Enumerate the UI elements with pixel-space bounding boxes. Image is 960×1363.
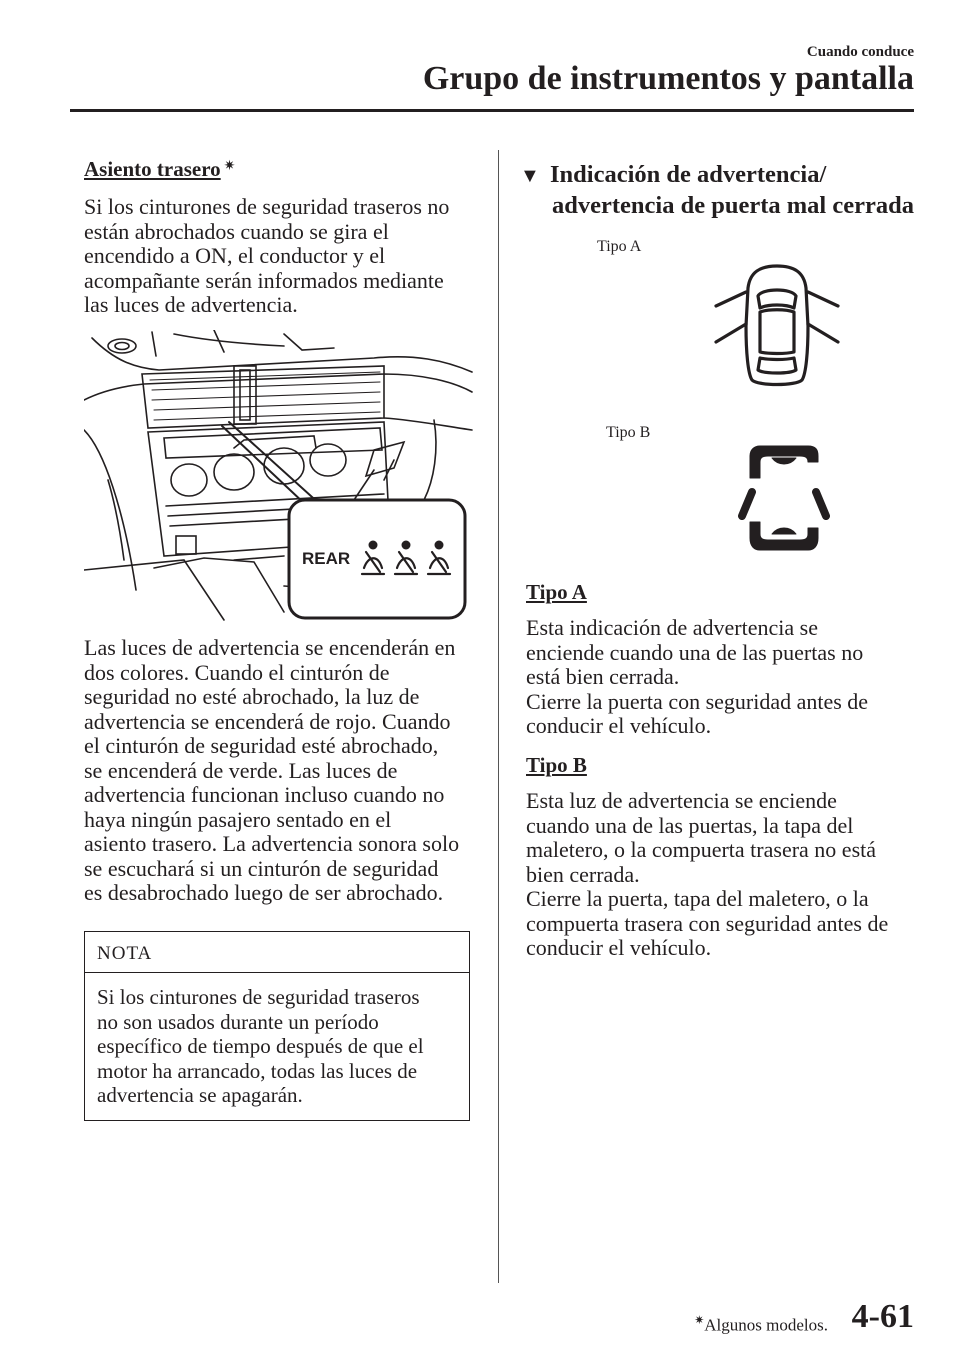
triangle-marker-icon: ▼ <box>520 165 540 187</box>
figure-b-label: Tipo B <box>606 424 651 441</box>
rear-indicator-label: REAR <box>302 549 351 568</box>
intro-paragraph: Si los cinturones de seguridad traseros no están abrochados cuando se gira el encendido a ON, el conductor y el acompañante serán informados mediante las luces de advertencia. <box>84 194 450 317</box>
header-rule <box>70 109 914 112</box>
footer-note: ✷Algunos modelos. <box>694 1313 828 1335</box>
note-heading: NOTA <box>85 932 469 973</box>
door-warning-heading: ▼ Indicación de advertencia/ advertencia de puerta mal cerrada <box>520 161 914 219</box>
page-number: 4-61 <box>851 1298 914 1335</box>
note-body: Si los cinturones de seguridad traseros no son usados durante un período específico de tiempo después de que el motor ha arrancado, todas las luces de advertencia se apagarán. <box>97 985 424 1107</box>
type-b-description: Esta luz de advertencia se enciende cuando una de las puertas, la tapa del maletero, o la compuerta trasera no está bien cerrada. Cierre la puerta, tapa del maletero, o la compuerta trasera con seguridad antes de conducir el vehículo. <box>526 788 889 960</box>
section-title: Cuando conduce <box>806 44 914 60</box>
subheading-rear-seat: Asiento trasero ✷ <box>84 157 236 181</box>
column-divider <box>498 150 499 1283</box>
door-ajar-icon <box>738 442 830 552</box>
car-door-open-icon <box>706 262 848 390</box>
type-a-heading: Tipo A <box>526 580 587 604</box>
seatbelt-description: Las luces de advertencia se encenderán en dos colores. Cuando el cinturón de seguridad no esté abrochado, la luz de advertencia se encenderá de rojo. Cuando el cinturón de seguridad esté abrochado, se encenderá de verde. Las luces de advertencia funcionan incluso cuando no haya ningún pasajero sentado en el asiento trasero. La advertencia sonora solo se escuchará si un cinturón de seguridad es desabrochado luego de ser abrochado. <box>84 635 460 905</box>
dashboard-illustration <box>84 330 474 622</box>
chapter-title: Grupo de instrumentos y pantalla <box>422 60 914 97</box>
star-icon: ✷ <box>694 1313 705 1327</box>
note-box <box>84 931 470 1121</box>
type-b-heading: Tipo B <box>526 753 587 777</box>
figure-a-label: Tipo A <box>597 238 642 255</box>
star-icon: ✷ <box>223 158 236 174</box>
type-a-description: Esta indicación de advertencia se enciende cuando una de las puertas no está bien cerrada. Cierre la puerta con seguridad antes de conducir el vehículo. <box>526 615 869 738</box>
